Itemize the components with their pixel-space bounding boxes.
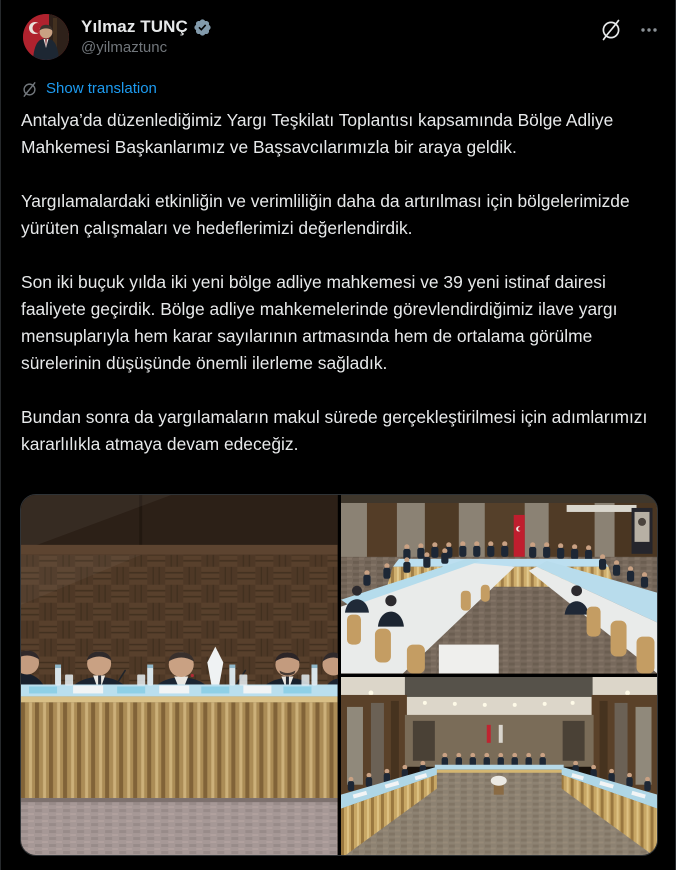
verified-badge-icon xyxy=(193,18,212,37)
meeting-photo-left xyxy=(21,495,338,855)
user-names xyxy=(81,17,212,58)
meeting-photo-bottom-right xyxy=(341,677,658,856)
media-grid xyxy=(20,494,658,856)
tweet-paragraph: Antalya’da düzenlediğimiz Yargı Teşkilatı Toplantısı kapsamında Bölge Adliye Mahkemesi Başkanlarımız ve Başsavcılarımızla bir araya geldik. xyxy=(21,110,614,157)
grok-icon[interactable] xyxy=(599,18,623,42)
tweet-photo-2[interactable] xyxy=(341,495,658,674)
tweet-paragraph: Bundan sonra da yargılamaların makul sürede gerçekleştirilmesi için adımlarımızı kararlılıkla atmaya devam edeceğiz. xyxy=(21,407,648,454)
show-translation[interactable] xyxy=(21,79,157,99)
tweet-photo-3[interactable] xyxy=(341,677,658,856)
show-translation-label: Show translation xyxy=(46,80,157,97)
avatar[interactable] xyxy=(23,14,69,60)
grok-translate-icon xyxy=(21,81,38,98)
avatar-image xyxy=(23,14,69,60)
user-handle[interactable]: @yilmaztunc xyxy=(81,39,168,56)
tweet-photo-1[interactable] xyxy=(21,495,338,855)
display-name[interactable]: Yılmaz TUNÇ xyxy=(81,17,188,36)
tweet-paragraph: Yargılamalardaki etkinliğin ve verimliliğin daha da artırılması için bölgelerimizde yürüten çalışmaları ve hedeflerimizi değerlendirdik. xyxy=(21,191,630,238)
more-icon[interactable] xyxy=(639,20,659,40)
tweet-paragraph: Son iki buçuk yılda iki yeni bölge adliye mahkemesi ve 39 yeni istinaf dairesi faaliyete geçirdik. Bölge adliye mahkemelerinde görevlendirdiğimiz ilave yargı mensuplarıyla hem karar sayılarının artmasında hem de ortalama görülme sürelerinin düşüşünde önemli ilerleme sağladık. xyxy=(21,272,618,373)
header-actions xyxy=(599,18,659,42)
tweet-text xyxy=(21,107,657,485)
meeting-photo-top-right xyxy=(341,495,658,674)
